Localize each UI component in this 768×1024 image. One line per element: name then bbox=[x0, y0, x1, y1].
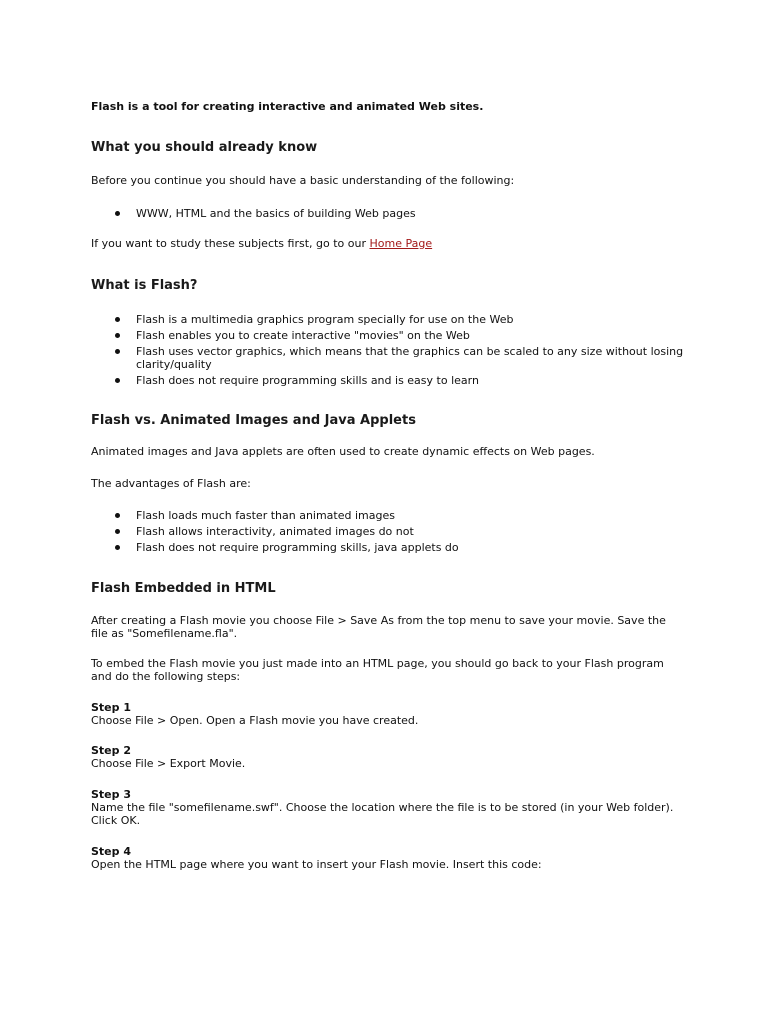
list-item: Flash does not require programming skills, java applets do bbox=[91, 541, 691, 554]
step-1 bbox=[91, 701, 681, 727]
s3-paragraph-1: Animated images and Java applets are often used to create dynamic effects on Web pages. bbox=[91, 445, 595, 458]
s1-paragraph-2-text: If you want to study these subjects first, go to our bbox=[91, 237, 370, 250]
heading-flash-vs-animated: Flash vs. Animated Images and Java Applets bbox=[91, 413, 416, 428]
step-title: Step 4 bbox=[91, 845, 131, 858]
step-title: Step 3 bbox=[91, 788, 131, 801]
home-page-link[interactable]: Home Page bbox=[369, 237, 433, 250]
step-2 bbox=[91, 744, 681, 770]
heading-flash-embedded: Flash Embedded in HTML bbox=[91, 581, 276, 596]
step-text: Open the HTML page where you want to insert your Flash movie. Insert this code: bbox=[91, 858, 542, 871]
s1-paragraph-2 bbox=[91, 237, 432, 250]
list-item: Flash loads much faster than animated images bbox=[91, 509, 691, 522]
heading-what-is-flash: What is Flash? bbox=[91, 278, 198, 293]
step-text: Name the file "somefilename.swf". Choose the location where the file is to be stored (in your Web folder). Click OK. bbox=[91, 801, 674, 827]
s4-paragraph-1: After creating a Flash movie you choose File > Save As from the top menu to save your movie. Save the file as "Somefilename.fla". bbox=[91, 614, 666, 640]
list-item: Flash enables you to create interactive "movies" on the Web bbox=[91, 329, 691, 342]
step-text: Choose File > Open. Open a Flash movie you have created. bbox=[91, 714, 419, 727]
list-item: Flash does not require programming skills and is easy to learn bbox=[91, 374, 691, 387]
step-title: Step 1 bbox=[91, 701, 131, 714]
s4-paragraph-2: To embed the Flash movie you just made into an HTML page, you should go back to your Flash program and do the following steps: bbox=[91, 657, 664, 683]
list-item: WWW, HTML and the basics of building Web pages bbox=[91, 207, 691, 220]
s2-list bbox=[91, 313, 691, 390]
list-item: Flash uses vector graphics, which means that the graphics can be scaled to any size without losing clarity/quality bbox=[91, 345, 691, 371]
step-title: Step 2 bbox=[91, 744, 131, 757]
intro-text: Flash is a tool for creating interactive and animated Web sites. bbox=[91, 100, 484, 113]
step-4 bbox=[91, 845, 681, 871]
s3-paragraph-2: The advantages of Flash are: bbox=[91, 477, 251, 490]
heading-what-you-should-know: What you should already know bbox=[91, 140, 318, 155]
list-item: Flash is a multimedia graphics program specially for use on the Web bbox=[91, 313, 691, 326]
s1-paragraph-1: Before you continue you should have a basic understanding of the following: bbox=[91, 174, 515, 187]
list-item: Flash allows interactivity, animated images do not bbox=[91, 525, 691, 538]
step-3 bbox=[91, 788, 681, 827]
s1-list bbox=[91, 207, 691, 223]
step-text: Choose File > Export Movie. bbox=[91, 757, 246, 770]
s3-list bbox=[91, 509, 691, 557]
